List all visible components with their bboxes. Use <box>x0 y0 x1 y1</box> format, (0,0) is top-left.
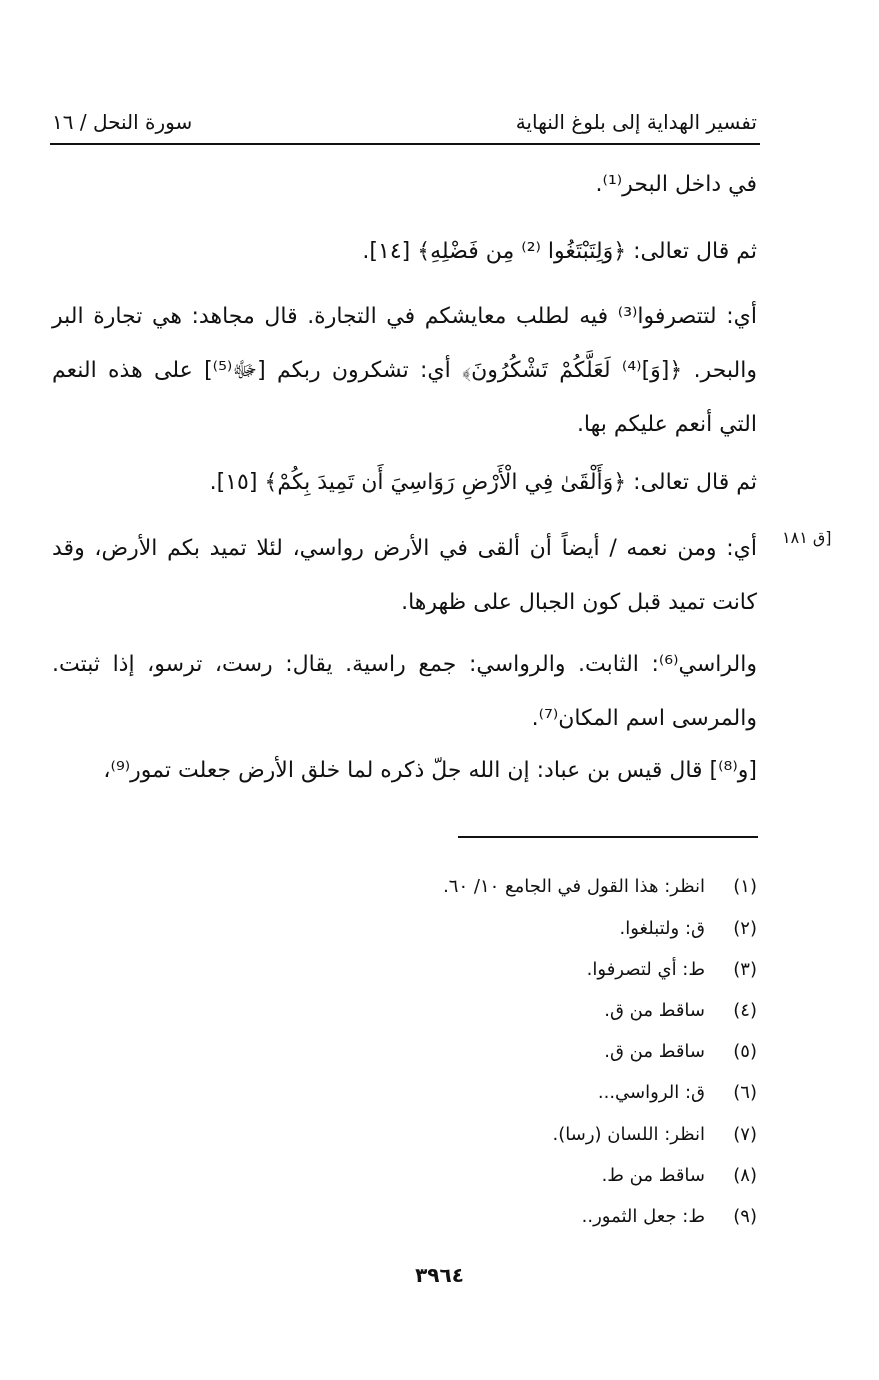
body-line-7: [و⁽⁸⁾] قال قيس بن عباد: إن الله جلّ ذكره لما خلق الأرض جعلت تمور⁽⁹⁾، <box>103 758 757 783</box>
body-paragraph-3: أي: لتتصرفوا⁽³⁾ فيه لطلب معايشكم في التجارة. قال مجاهد: هي تجارة البر والبحر. ﴿[وَ]⁽⁴⁾ لَعَلَّكُمْ تَشْكُرُونَ﴾ أي: تشكرون ربكم [ﷻ⁽⁵⁾] على هذه النعم التي أنعم عليكم بها. <box>52 304 757 437</box>
page-number: ٣٩٦٤ <box>415 1263 464 1287</box>
header-divider <box>50 143 760 145</box>
surah-label: سورة النحل / ١٦ <box>52 110 193 134</box>
margin-note: [ق ١٨١ <box>782 528 832 547</box>
body-line-4: ثم قال تعالى: ﴿وَأَلْقَىٰ فِي الْأَرْضِ رَوَاسِيَ أَن تَمِيدَ بِكُمْ﴾ [١٥]. <box>209 470 757 495</box>
body-paragraph-5: أي: ومن نعمه / أيضاً أن ألقى في الأرض رواسي، لئلا تميد بكم الأرض، وقد كانت تميد قبل كون الجبال على ظهرها. <box>52 536 757 615</box>
footnote-item: (٧)انظر: اللسان (رسا). <box>552 1124 757 1145</box>
footnote-divider <box>458 836 758 838</box>
footnote-item: (٤)ساقط من ق. <box>604 1000 757 1021</box>
body-paragraph-6: والراسي⁽⁶⁾: الثابت. والرواسي: جمع راسية. يقال: رست، ترسو، إذا ثبتت. والمرسى اسم المكان⁽⁷⁾. <box>52 652 757 731</box>
footnote-item: (١)انظر: هذا القول في الجامع ١٠/ ٦٠. <box>443 876 757 897</box>
footnote-item: (٣)ط: أي لتصرفوا. <box>586 959 757 980</box>
body-line-2: ثم قال تعالى: ﴿وَلِتَبْتَغُوا ⁽²⁾ مِن فَضْلِهِ﴾ [١٤]. <box>362 239 757 264</box>
footnote-item: (٨)ساقط من ط. <box>601 1165 757 1186</box>
footnote-item: (٦)ق: الرواسي... <box>597 1082 757 1103</box>
footnote-item: (٢)ق: ولتبلغوا. <box>619 918 757 939</box>
footnote-item: (٥)ساقط من ق. <box>604 1041 757 1062</box>
body-line-1: في داخل البحر⁽¹⁾. <box>595 172 757 197</box>
footnote-item: (٩)ط: جعل الثمور.. <box>581 1206 757 1227</box>
running-title: تفسير الهداية إلى بلوغ النهاية <box>515 110 757 134</box>
